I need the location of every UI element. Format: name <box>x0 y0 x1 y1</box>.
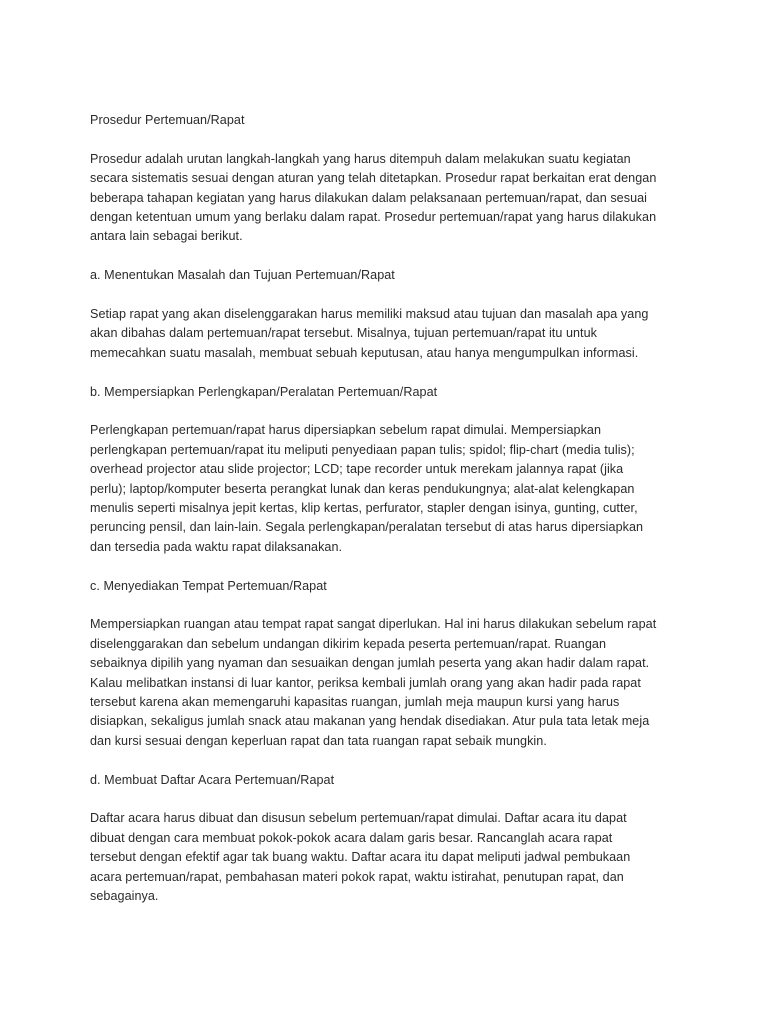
spacer <box>90 130 690 149</box>
spacer <box>90 286 690 305</box>
spacer <box>90 363 690 382</box>
document-title: Prosedur Pertemuan/Rapat <box>90 113 245 127</box>
spacer <box>90 790 690 809</box>
spacer <box>90 247 690 266</box>
section-d-heading: d. Membuat Daftar Acara Pertemuan/Rapat <box>90 772 335 787</box>
section-c-heading: c. Menyediakan Tempat Pertemuan/Rapat <box>90 578 327 593</box>
document-page <box>90 111 690 907</box>
section-d-body: Daftar acara harus dibuat dan disusun sebelum pertemuan/rapat dimulai. Daftar acara itu dapat dibuat dengan cara membuat pokok-pokok acara dalam garis besar. Rancanglah acara rapat tersebut dengan efektif agar tak buang waktu. Daftar acara itu dapat meliputi jadwal pembukaan acara pertemuan/rapat, pembahasan materi pokok rapat, waktu istirahat, penutupan rapat, dan sebagainya. <box>90 811 631 904</box>
section-b-heading: b. Mempersiapkan Perlengkapan/Peralatan Pertemuan/Rapat <box>90 384 438 399</box>
spacer <box>90 596 690 615</box>
section-c-body: Mempersiapkan ruangan atau tempat rapat sangat diperlukan. Hal ini harus dilakukan sebelum rapat diselenggarakan dan sebelum undangan dikirim kepada peserta pertemuan/rapat. Ruangan sebaiknya dipilih yang nyaman dan sesuaikan dengan jumlah peserta yang akan hadir dalam rapat. Kalau melibatkan instansi di luar kantor, periksa kembali jumlah orang yang akan hadir pada rapat tersebut karena akan memengaruhi kapasitas ruangan, jumlah meja maupun kursi yang harus disiapkan, sekaligus jumlah snack atau makanan yang hendak disediakan. Atur pula tata letak meja dan kursi sesuai dengan keperluan rapat dan tata ruangan rapat sebaik mungkin. <box>90 617 657 748</box>
section-a-body: Setiap rapat yang akan diselenggarakan harus memiliki maksud atau tujuan dan masalah apa yang akan dibahas dalam pertemuan/rapat tersebut. Misalnya, tujuan pertemuan/rapat itu untuk memecahkan suatu masalah, membuat sebuah keputusan, atau hanya mengumpulkan informasi. <box>90 307 649 360</box>
spacer <box>90 402 690 421</box>
intro-paragraph: Prosedur adalah urutan langkah-langkah yang harus ditempuh dalam melakukan suatu kegiatan secara sistematis sesuai dengan aturan yang telah ditetapkan. Prosedur rapat berkaitan erat dengan beberapa tahapan kegiatan yang harus dilakukan dalam pelaksanaan pertemuan/rapat, dan sesuai dengan ketentuan umum yang berlaku dalam rapat. Prosedur pertemuan/rapat yang harus dilakukan antara lain sebagai berikut. <box>90 151 657 244</box>
section-b-body: Perlengkapan pertemuan/rapat harus dipersiapkan sebelum rapat dimulai. Mempersiapkan perlengkapan pertemuan/rapat itu meliputi penyediaan papan tulis; spidol; flip-chart (media tulis); overhead projector atau slide projector; LCD; tape recorder untuk merekam jalannya rapat (jika perlu); laptop/komputer beserta perangkat lunak dan keras pendukungnya; alat-alat kelengkapan menulis seperti misalnya jepit kertas, klip kertas, perfurator, stapler dengan isinya, gunting, cutter, peruncing pensil, dan lain-lain. Segala perlengkapan/peralatan tersebut di atas harus dipersiapkan dan tersedia pada waktu rapat dilaksanakan. <box>90 423 644 554</box>
spacer <box>90 751 690 770</box>
spacer <box>90 557 690 576</box>
section-a-heading: a. Menentukan Masalah dan Tujuan Pertemuan/Rapat <box>90 268 395 283</box>
